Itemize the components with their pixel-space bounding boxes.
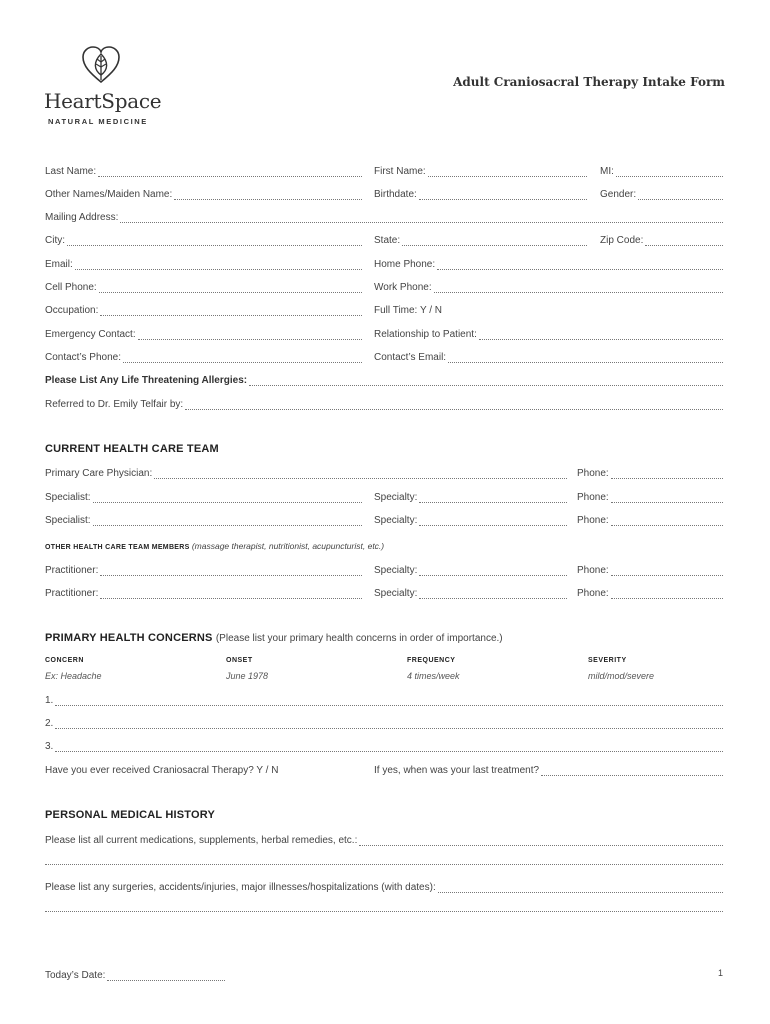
emergency-contact-field[interactable]: Emergency Contact: [45, 326, 362, 340]
todays-date-field[interactable]: Today’s Date: [45, 967, 225, 981]
surgeries-row [45, 879, 723, 893]
phone-row [45, 279, 723, 293]
specialist-phone-field[interactable]: Phone: [577, 512, 723, 526]
practitioner-row-1 [45, 562, 723, 576]
medications-row [45, 832, 723, 846]
city-field[interactable]: City: [45, 232, 362, 246]
gender-field[interactable]: Gender: [600, 186, 723, 200]
cst-question[interactable]: Have you ever received Craniosacral Therapy? Y / N [45, 765, 279, 776]
other-names-field[interactable]: Other Names/Maiden Name: [45, 186, 362, 200]
mi-field[interactable]: MI: [600, 163, 723, 177]
name-row [45, 163, 723, 177]
col-concern: CONCERN [45, 657, 84, 664]
other-members-note: (massage therapist, nutritionist, acupuncturist, etc.) [191, 541, 385, 551]
specialist-field[interactable]: Specialist: [45, 489, 362, 503]
concern-field[interactable]: 3. [45, 738, 723, 752]
primary-physician-row [45, 465, 723, 479]
page-number: 1 [717, 968, 723, 978]
specialist-row-2 [45, 512, 723, 526]
example-severity: mild/mod/severe [588, 671, 655, 681]
physician-phone-field[interactable]: Phone: [577, 465, 723, 479]
contact-phone-field[interactable]: Contact’s Phone: [45, 349, 362, 363]
specialty-field[interactable]: Specialty: [374, 489, 567, 503]
surgeries-field[interactable]: Please list any surgeries, accidents/injuries, major illnesses/hospitalizations (with dates): [45, 879, 723, 893]
specialist-field[interactable]: Specialist: [45, 512, 362, 526]
email-row [45, 256, 723, 270]
concern-field[interactable]: 2. [45, 715, 723, 729]
other-members-title: OTHER HEALTH CARE TEAM MEMBERS (massage therapist, nutritionist, acupuncturist, etc.) [45, 541, 385, 551]
birthdate-field[interactable]: Birthdate: [374, 186, 587, 200]
concern-row-1 [45, 692, 723, 706]
example-frequency: 4 times/week [407, 671, 460, 681]
city-row [45, 232, 723, 246]
col-severity: SEVERITY [588, 657, 627, 664]
brand-name: HeartSpace [44, 89, 162, 113]
heart-leaf-icon [80, 44, 122, 86]
other-names-row [45, 186, 723, 200]
col-onset: ONSET [226, 657, 253, 664]
primary-physician-field[interactable]: Primary Care Physician: [45, 465, 567, 479]
history-title: PERSONAL MEDICAL HISTORY [45, 809, 216, 821]
emergency-row [45, 326, 723, 340]
form-title: Adult Craniosacral Therapy Intake Form [453, 75, 725, 89]
concerns-note: (Please list your primary health concerns in order of importance.) [215, 633, 503, 644]
surgeries-extra-line[interactable] [45, 911, 723, 912]
cell-phone-field[interactable]: Cell Phone: [45, 279, 362, 293]
referred-field[interactable]: Referred to Dr. Emily Telfair by: [45, 396, 723, 410]
practitioner-phone-field[interactable]: Phone: [577, 562, 723, 576]
practitioner-field[interactable]: Practitioner: [45, 585, 362, 599]
practitioner-row-2 [45, 585, 723, 599]
practitioner-phone-field[interactable]: Phone: [577, 585, 723, 599]
mailing-address-field[interactable]: Mailing Address: [45, 209, 723, 223]
concerns-title: PRIMARY HEALTH CONCERNS (Please list your primary health concerns in order of importance.) [45, 632, 503, 644]
relationship-field[interactable]: Relationship to Patient: [374, 326, 723, 340]
todays-date-row [45, 967, 235, 981]
last-treatment-field[interactable]: If yes, when was your last treatment? [374, 762, 723, 776]
care-team-title: CURRENT HEALTH CARE TEAM [45, 443, 219, 455]
last-name-field[interactable]: Last Name: [45, 163, 362, 177]
brand-tagline: NATURAL MEDICINE [48, 117, 148, 126]
occupation-field[interactable]: Occupation: [45, 302, 362, 316]
first-name-field[interactable]: First Name: [374, 163, 587, 177]
email-field[interactable]: Email: [45, 256, 362, 270]
col-frequency: FREQUENCY [407, 657, 456, 664]
specialist-phone-field[interactable]: Phone: [577, 489, 723, 503]
state-field[interactable]: State: [374, 232, 587, 246]
concern-row-3 [45, 738, 723, 752]
specialty-field[interactable]: Specialty: [374, 512, 567, 526]
full-time-field[interactable]: Full Time: Y / N [374, 305, 442, 316]
specialist-row-1 [45, 489, 723, 503]
allergies-field[interactable]: Please List Any Life Threatening Allergies: [45, 372, 723, 386]
allergies-row [45, 372, 723, 386]
practitioner-field[interactable]: Practitioner: [45, 562, 362, 576]
contact-email-field[interactable]: Contact’s Email: [374, 349, 723, 363]
address-row [45, 209, 723, 223]
example-onset: June 1978 [226, 671, 269, 681]
concern-row-2 [45, 715, 723, 729]
specialty-field[interactable]: Specialty: [374, 585, 567, 599]
medications-field[interactable]: Please list all current medications, supplements, herbal remedies, etc.: [45, 832, 723, 846]
occupation-row [45, 302, 723, 316]
example-concern: Ex: Headache [45, 671, 102, 681]
concern-field[interactable]: 1. [45, 692, 723, 706]
medications-extra-line[interactable] [45, 864, 723, 865]
cst-row [45, 762, 723, 776]
zip-field[interactable]: Zip Code: [600, 232, 723, 246]
referred-row [45, 396, 723, 410]
contact-row [45, 349, 723, 363]
specialty-field[interactable]: Specialty: [374, 562, 567, 576]
work-phone-field[interactable]: Work Phone: [374, 279, 723, 293]
home-phone-field[interactable]: Home Phone: [374, 256, 723, 270]
